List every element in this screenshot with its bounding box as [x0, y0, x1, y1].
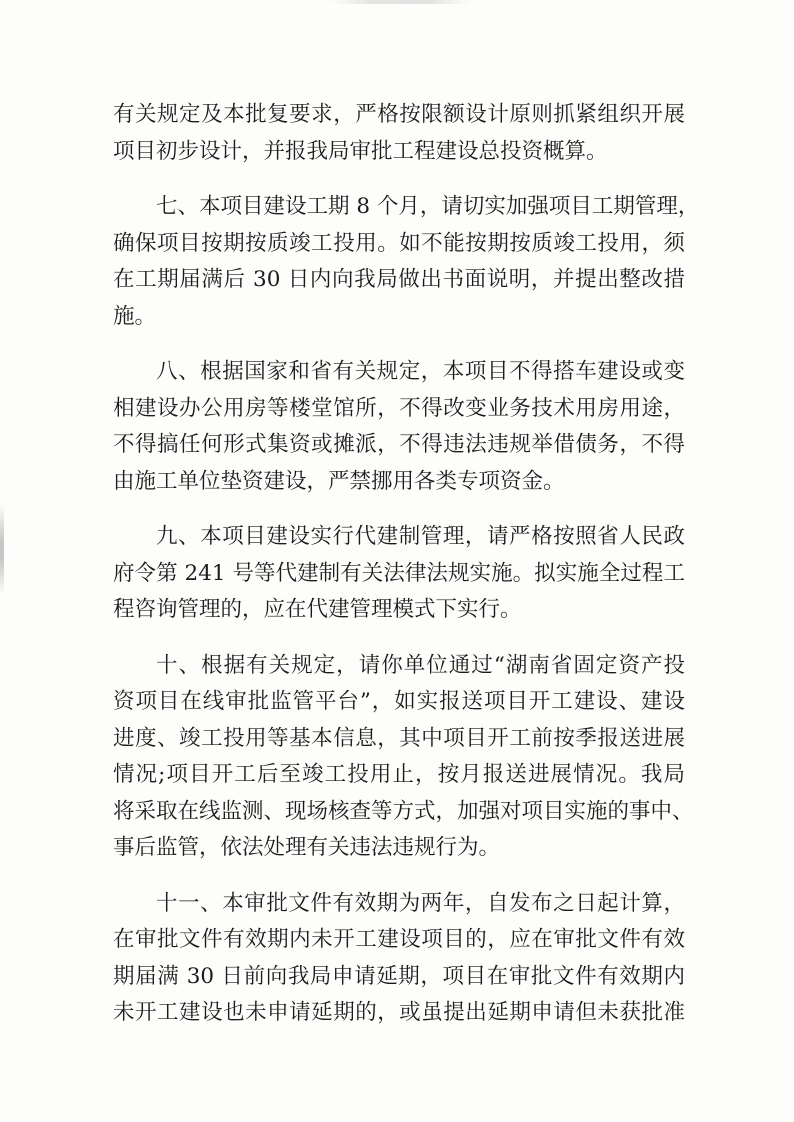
- paragraph-continuation: [113, 97, 685, 170]
- paragraph-item-10: [113, 648, 694, 867]
- text-line: 不得搞任何形式集资或摊派，不得违法违规举借债务，不得: [113, 432, 685, 457]
- text-line: 情况;项目开工后至竣工投用止，按月报送进展情况。我局: [113, 762, 685, 787]
- document-body: [113, 97, 700, 1051]
- text-line: 相建设办公用房等楼堂馆所，不得改变业务技术用房用途，: [113, 395, 685, 421]
- paragraph-item-9: [113, 519, 685, 629]
- text-line: 将采取在线监测、现场核查等方式，加强对项目实施的事中、: [113, 798, 694, 824]
- text-line: 项目初步设计，并报我局审批工程建设总投资概算。: [113, 138, 608, 164]
- text-line: 期届满 30 日前向我局申请延期，项目在审批文件有效期内: [113, 963, 685, 989]
- text-line: 未开工建设也未申请延期的，或虽提出延期申请但未获批准: [113, 1000, 685, 1025]
- text-line: 十、根据有关规定，请你单位通过“湖南省固定资产投: [156, 652, 685, 678]
- text-line: 九、本项目建设实行代建制管理，请严格按照省人民政: [156, 524, 685, 549]
- text-line: 八、根据国家和省有关规定，本项目不得搭车建设或变: [156, 359, 685, 384]
- text-line: 事后监管，依法处理有关违法违规行为。: [113, 835, 501, 860]
- text-line: 十一、本审批文件有效期为两年，自发布之日起计算，: [156, 890, 685, 916]
- paragraph-item-8: [113, 354, 685, 500]
- scan-artifact-left: [0, 505, 4, 595]
- text-line: 施。: [113, 303, 157, 329]
- text-line: 由施工单位垫资建设，严禁挪用各类专项资金。: [113, 468, 565, 494]
- scan-artifact-top: [330, 0, 470, 4]
- text-line: 有关规定及本批复要求，严格按限额设计原则抓紧组织开展: [113, 102, 685, 127]
- text-line: 在审批文件有效期内未开工建设项目的，应在审批文件有效: [113, 927, 685, 952]
- paragraph-item-7: [113, 189, 700, 335]
- text-line: 进度、竣工投用等基本信息，其中项目开工前按季报送进展: [113, 725, 685, 751]
- text-line: 资项目在线审批监管平台”，如实报送项目开工建设、建设: [113, 689, 685, 714]
- text-line: 府令第 241 号等代建制有关法律法规实施。拟实施全过程工: [113, 560, 685, 586]
- text-line: 确保项目按期按质竣工投用。如不能按期按质竣工投用，须: [113, 230, 685, 256]
- text-line: 程咨询管理的，应在代建管理模式下实行。: [113, 597, 522, 622]
- text-line: 七、本项目建设工期 8 个月，请切实加强项目工期管理，: [156, 194, 700, 219]
- paragraph-item-11: [113, 886, 685, 1032]
- text-line: 在工期届满后 30 日内向我局做出书面说明，并提出整改措: [113, 267, 685, 292]
